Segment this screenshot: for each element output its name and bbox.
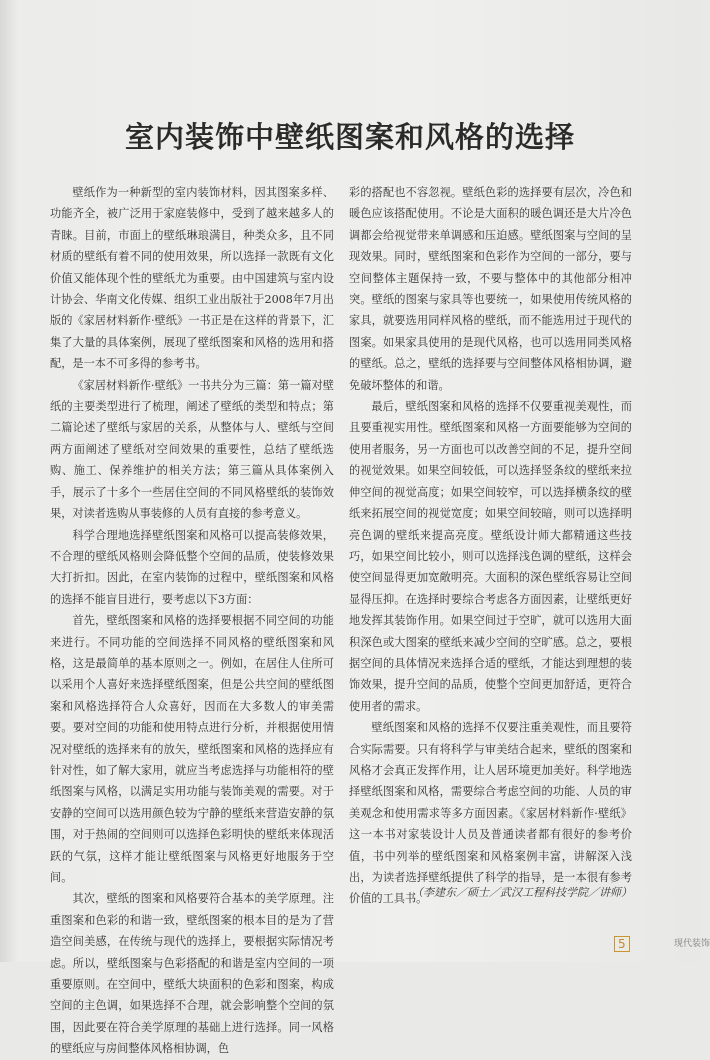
- left-column: [50, 182, 334, 1060]
- corner-watermark: 现代装饰: [674, 939, 710, 949]
- page-number: 5: [614, 936, 630, 952]
- author-byline: （李建东／硕士／武汉工程科技学院／讲师）: [412, 886, 632, 899]
- paragraph: 壁纸图案和风格的选择不仅要注重美观性，而且要符合实际需要。只有将科学与审美结合起来，壁纸的图案和风格才会真正发挥作用，让人居环境更加美好。科学地选择壁纸图案和风格，需要综合考虑空间的功能、人员的审美观念和使用需求等多方面因素。《家居材料新作·壁纸》这一本书对家装设计人员及普通读者都有很好的参考价值，书中列举的壁纸图案和风格案例丰富，讲解深入浅出，为读者选择壁纸提供了科学的指导，是一本很有参考价值的工具书。: [349, 721, 632, 906]
- article-title: 室内装饰中壁纸图案和风格的选择: [124, 120, 575, 155]
- paragraph: 首先，壁纸图案和风格的选择要根据不同空间的功能来进行。不同功能的空间选择不同风格的壁纸图案和风格，这是最简单的基本原则之一。例如，在居住人住所可以采用个人喜好来选择壁纸图案，但是公共空间的壁纸图案和风格选择符合人众喜好，因而在大多数人的审美需要。要对空间的功能和使用特点进行分析，并根据使用情况对壁纸的选择来有的放矢，壁纸图案和风格的选择应有针对性，如了解大家用，就应当考虑选择与功能相符的壁纸图案与风格，以满足实用功能与装饰美观的需要。对于安静的空间可以选用颜色较为宁静的壁纸来营造安静的氛围，对于热闹的空间则可以选择色彩明快的壁纸来体现活跃的气氛，这样才能让壁纸图案与风格更好地服务于空间。: [50, 614, 334, 884]
- paragraph: 彩的搭配也不容忽视。壁纸色彩的选择要有层次，冷色和暖色应该搭配使用。不论是大面积的暖色调还是大片冷色调都会给视觉带来单调感和压迫感。壁纸图案与空间的呈现效果。同时，壁纸图案和色彩作为空间的一部分，要与空间整体主题保持一致，不要与整体中的其他部分相冲突。壁纸的图案与家具等也要统一，如果使用传统风格的家具，就要选用同样风格的壁纸，而不能选用过于现代的图案。如果家具使用的是现代风格，也可以选用同类风格的壁纸。总之，壁纸的选择要与空间整体风格相协调，避免破坏整体的和谐。: [349, 186, 632, 392]
- right-column: [349, 182, 632, 910]
- paragraph: 其次，壁纸的图案和风格要符合基本的美学原理。注重图案和色彩的和谐一致，壁纸图案的根本目的是为了营造空间美感，在传统与现代的选择上，要根据实际情况考虑。所以，壁纸图案与色彩搭配的和谐是室内空间的一项重要原则。在空间中，壁纸大块面积的色彩和图案，构成空间的主色调，如果选择不合理，就会影响整个空间的氛围，因此要在符合美学原理的基础上进行选择。同一风格的壁纸应与房间整体风格相协调，色: [50, 892, 334, 1056]
- paragraph: 科学合理地选择壁纸图案和风格可以提高装修效果，不合理的壁纸风格则会降低整个空间的品质，使装修效果大打折扣。因此，在室内装饰的过程中，壁纸图案和风格的选择不能盲目进行，要考虑以下3方面：: [50, 528, 334, 606]
- paragraph: 壁纸作为一种新型的室内装饰材料，因其图案多样、功能齐全，被广泛用于家庭装修中，受到了越来越多人的青睐。目前，市面上的壁纸琳琅满目，种类众多，且不同材质的壁纸有着不同的使用效果，所以选择一款既有文化价值又能体现个性的壁纸尤为重要。由中国建筑与室内设计协会、华南文化传媒、组织工业出版社于2008年7月出版的《家居材料新作·壁纸》一书正是在这样的背景下，汇集了大量的具体案例，展现了壁纸图案和风格的选用和搭配，是一本不可多得的参考书。: [50, 186, 334, 371]
- paragraph: 最后，壁纸图案和风格的选择不仅要重视美观性，而且要重视实用性。壁纸图案和风格一方面要能够为空间的使用者服务，另一方面也可以改善空间的不足，提升空间的视觉效果。如果空间较低，可以选择竖条纹的壁纸来拉伸空间的视觉高度；如果空间较窄，可以选择横条纹的壁纸来拓展空间的视觉宽度；如果空间较暗，则可以选择明亮色调的壁纸来提高亮度。壁纸设计师大都精通这些技巧，如果空间比较小，则可以选择浅色调的壁纸，这样会使空间显得更加宽敞明亮。大面积的深色壁纸容易让空间显得压抑。在选择时要综合考虑各方面因素，让壁纸更好地发挥其装饰作用。如果空间过于空旷，就可以选用大面积深色或大图案的壁纸来减少空间的空旷感。总之，要根据空间的具体情况来选择合适的壁纸，才能达到理想的装饰效果，提升空间的品质，使整个空间更加舒适，更符合使用者的需求。: [349, 400, 632, 713]
- paragraph: 《家居材料新作·壁纸》一书共分为三篇：第一篇对壁纸的主要类型进行了梳理，阐述了壁纸的类型和特点；第二篇论述了壁纸与家居的关系，从整体与人、壁纸与空间两方面阐述了壁纸对空间效果的重要性，总结了壁纸选购、施工、保养维护的相关方法；第三篇从具体案例入手，展示了十多个一些居住空间的不同风格壁纸的装饰效果，对读者选购从事装修的人员有直接的参考意义。: [50, 378, 334, 521]
